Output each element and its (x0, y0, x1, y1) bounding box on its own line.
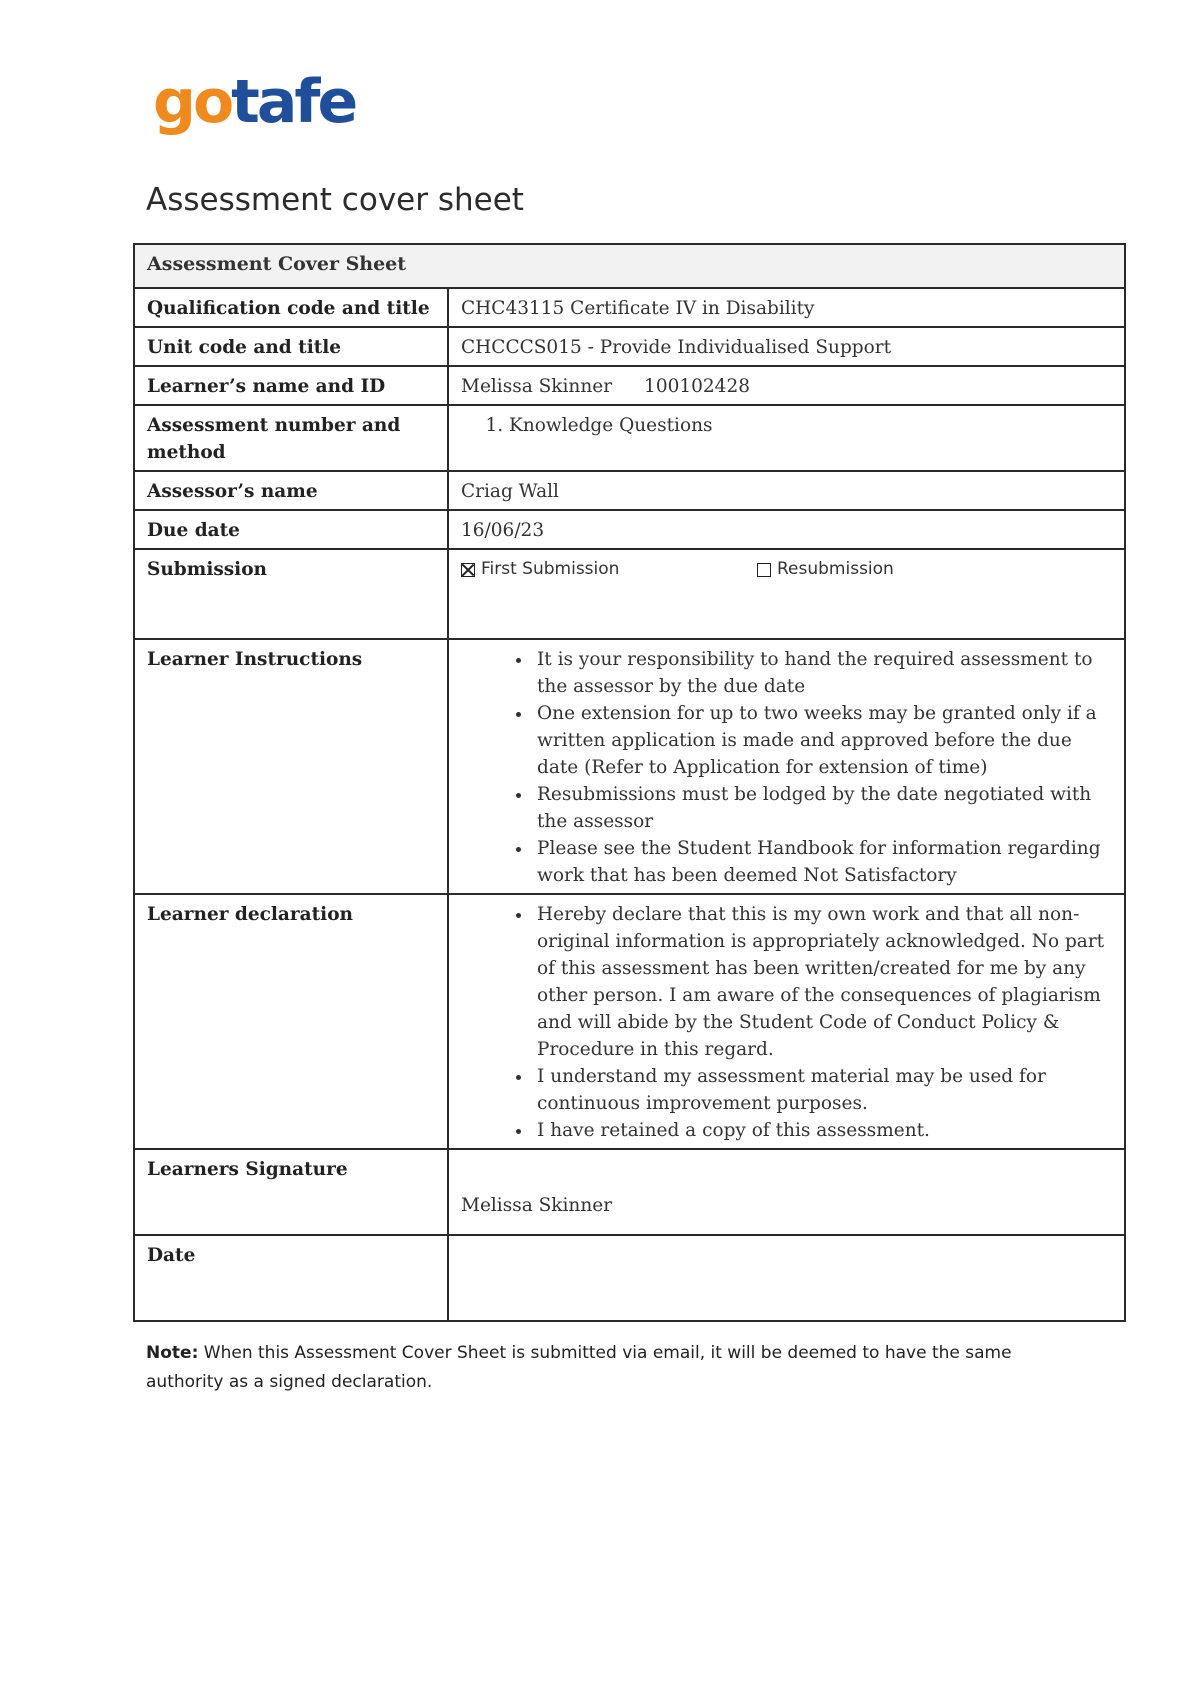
due-date-label: Due date (134, 510, 448, 549)
assessment-value (448, 405, 1125, 471)
first-submission-label: First Submission (481, 559, 620, 579)
cover-sheet-table (133, 243, 1126, 1322)
date-value[interactable] (448, 1235, 1125, 1321)
list-item: • Please see the Student Handbook for information regarding work that has been deemed Not Satisfactory (533, 835, 1114, 889)
list-item: • I have retained a copy of this assessment. (533, 1117, 1114, 1144)
list-item: • Hereby declare that this is my own work and that all non-original information is appropriately acknowledged. No part of this assessment has been written/created for me by any other person. I am aware of the consequences of plagiarism and will abide by the Student Code of Conduct Policy & Procedure in this regard. (533, 901, 1114, 1063)
gotafe-logo (153, 67, 356, 137)
table-header: Assessment Cover Sheet (134, 244, 1125, 288)
unit-label: Unit code and title (134, 327, 448, 366)
learner-row (134, 366, 1125, 405)
assessor-row (134, 471, 1125, 510)
learner-value (448, 366, 1125, 405)
submission-label: Submission (134, 549, 448, 639)
assessment-item: 1. Knowledge Questions (509, 412, 1114, 439)
signature-row (134, 1149, 1125, 1235)
learner-id: 100102428 (644, 376, 750, 397)
list-item: • Resubmissions must be lodged by the date negotiated with the assessor (533, 781, 1114, 835)
unit-value: CHCCCS015 - Provide Individualised Support (448, 327, 1125, 366)
unit-row (134, 327, 1125, 366)
list-item: • It is your responsibility to hand the required assessment to the assessor by the due date (533, 646, 1114, 700)
instructions-list (461, 646, 1114, 889)
logo-part-go: go (153, 67, 232, 137)
assessor-label: Assessor’s name (134, 471, 448, 510)
first-submission-option[interactable] (461, 556, 757, 583)
page-title: Assessment cover sheet (146, 182, 524, 218)
assessor-value: Criag Wall (448, 471, 1125, 510)
note-text: When this Assessment Cover Sheet is submitted via email, it will be deemed to have the same authority as a signed declaration. (146, 1343, 1012, 1392)
qualification-row (134, 288, 1125, 327)
declaration-label: Learner declaration (134, 894, 448, 1149)
assessment-label: Assessment number and method (134, 405, 448, 471)
assessment-row (134, 405, 1125, 471)
date-label: Date (134, 1235, 448, 1321)
table-header-row (134, 244, 1125, 288)
declaration-list (461, 901, 1114, 1144)
logo-part-tafe: tafe (231, 67, 356, 137)
signature-label: Learners Signature (134, 1149, 448, 1235)
list-item: • One extension for up to two weeks may be granted only if a written application is made and approved before the due date (Refer to Application for extension of time) (533, 700, 1114, 781)
first-submission-checkbox[interactable] (461, 563, 475, 577)
qualification-value: CHC43115 Certificate IV in Disability (448, 288, 1125, 327)
due-date-row (134, 510, 1125, 549)
submission-value (448, 549, 1125, 639)
note-prefix: Note: (146, 1343, 199, 1363)
learner-name: Melissa Skinner (461, 376, 613, 397)
qualification-label: Qualification code and title (134, 288, 448, 327)
resubmission-option[interactable] (757, 556, 894, 583)
footnote (146, 1339, 1086, 1397)
declaration-row (134, 894, 1125, 1149)
list-item: • I understand my assessment material may be used for continuous improvement purposes. (533, 1063, 1114, 1117)
resubmission-checkbox[interactable] (757, 563, 771, 577)
instructions-value (448, 639, 1125, 894)
resubmission-label: Resubmission (777, 559, 894, 579)
instructions-label: Learner Instructions (134, 639, 448, 894)
date-row (134, 1235, 1125, 1321)
submission-row (134, 549, 1125, 639)
assessment-list (461, 412, 1114, 439)
signature-value[interactable]: Melissa Skinner (448, 1149, 1125, 1235)
learner-label: Learner’s name and ID (134, 366, 448, 405)
declaration-value (448, 894, 1125, 1149)
instructions-row (134, 639, 1125, 894)
due-date-value: 16/06/23 (448, 510, 1125, 549)
